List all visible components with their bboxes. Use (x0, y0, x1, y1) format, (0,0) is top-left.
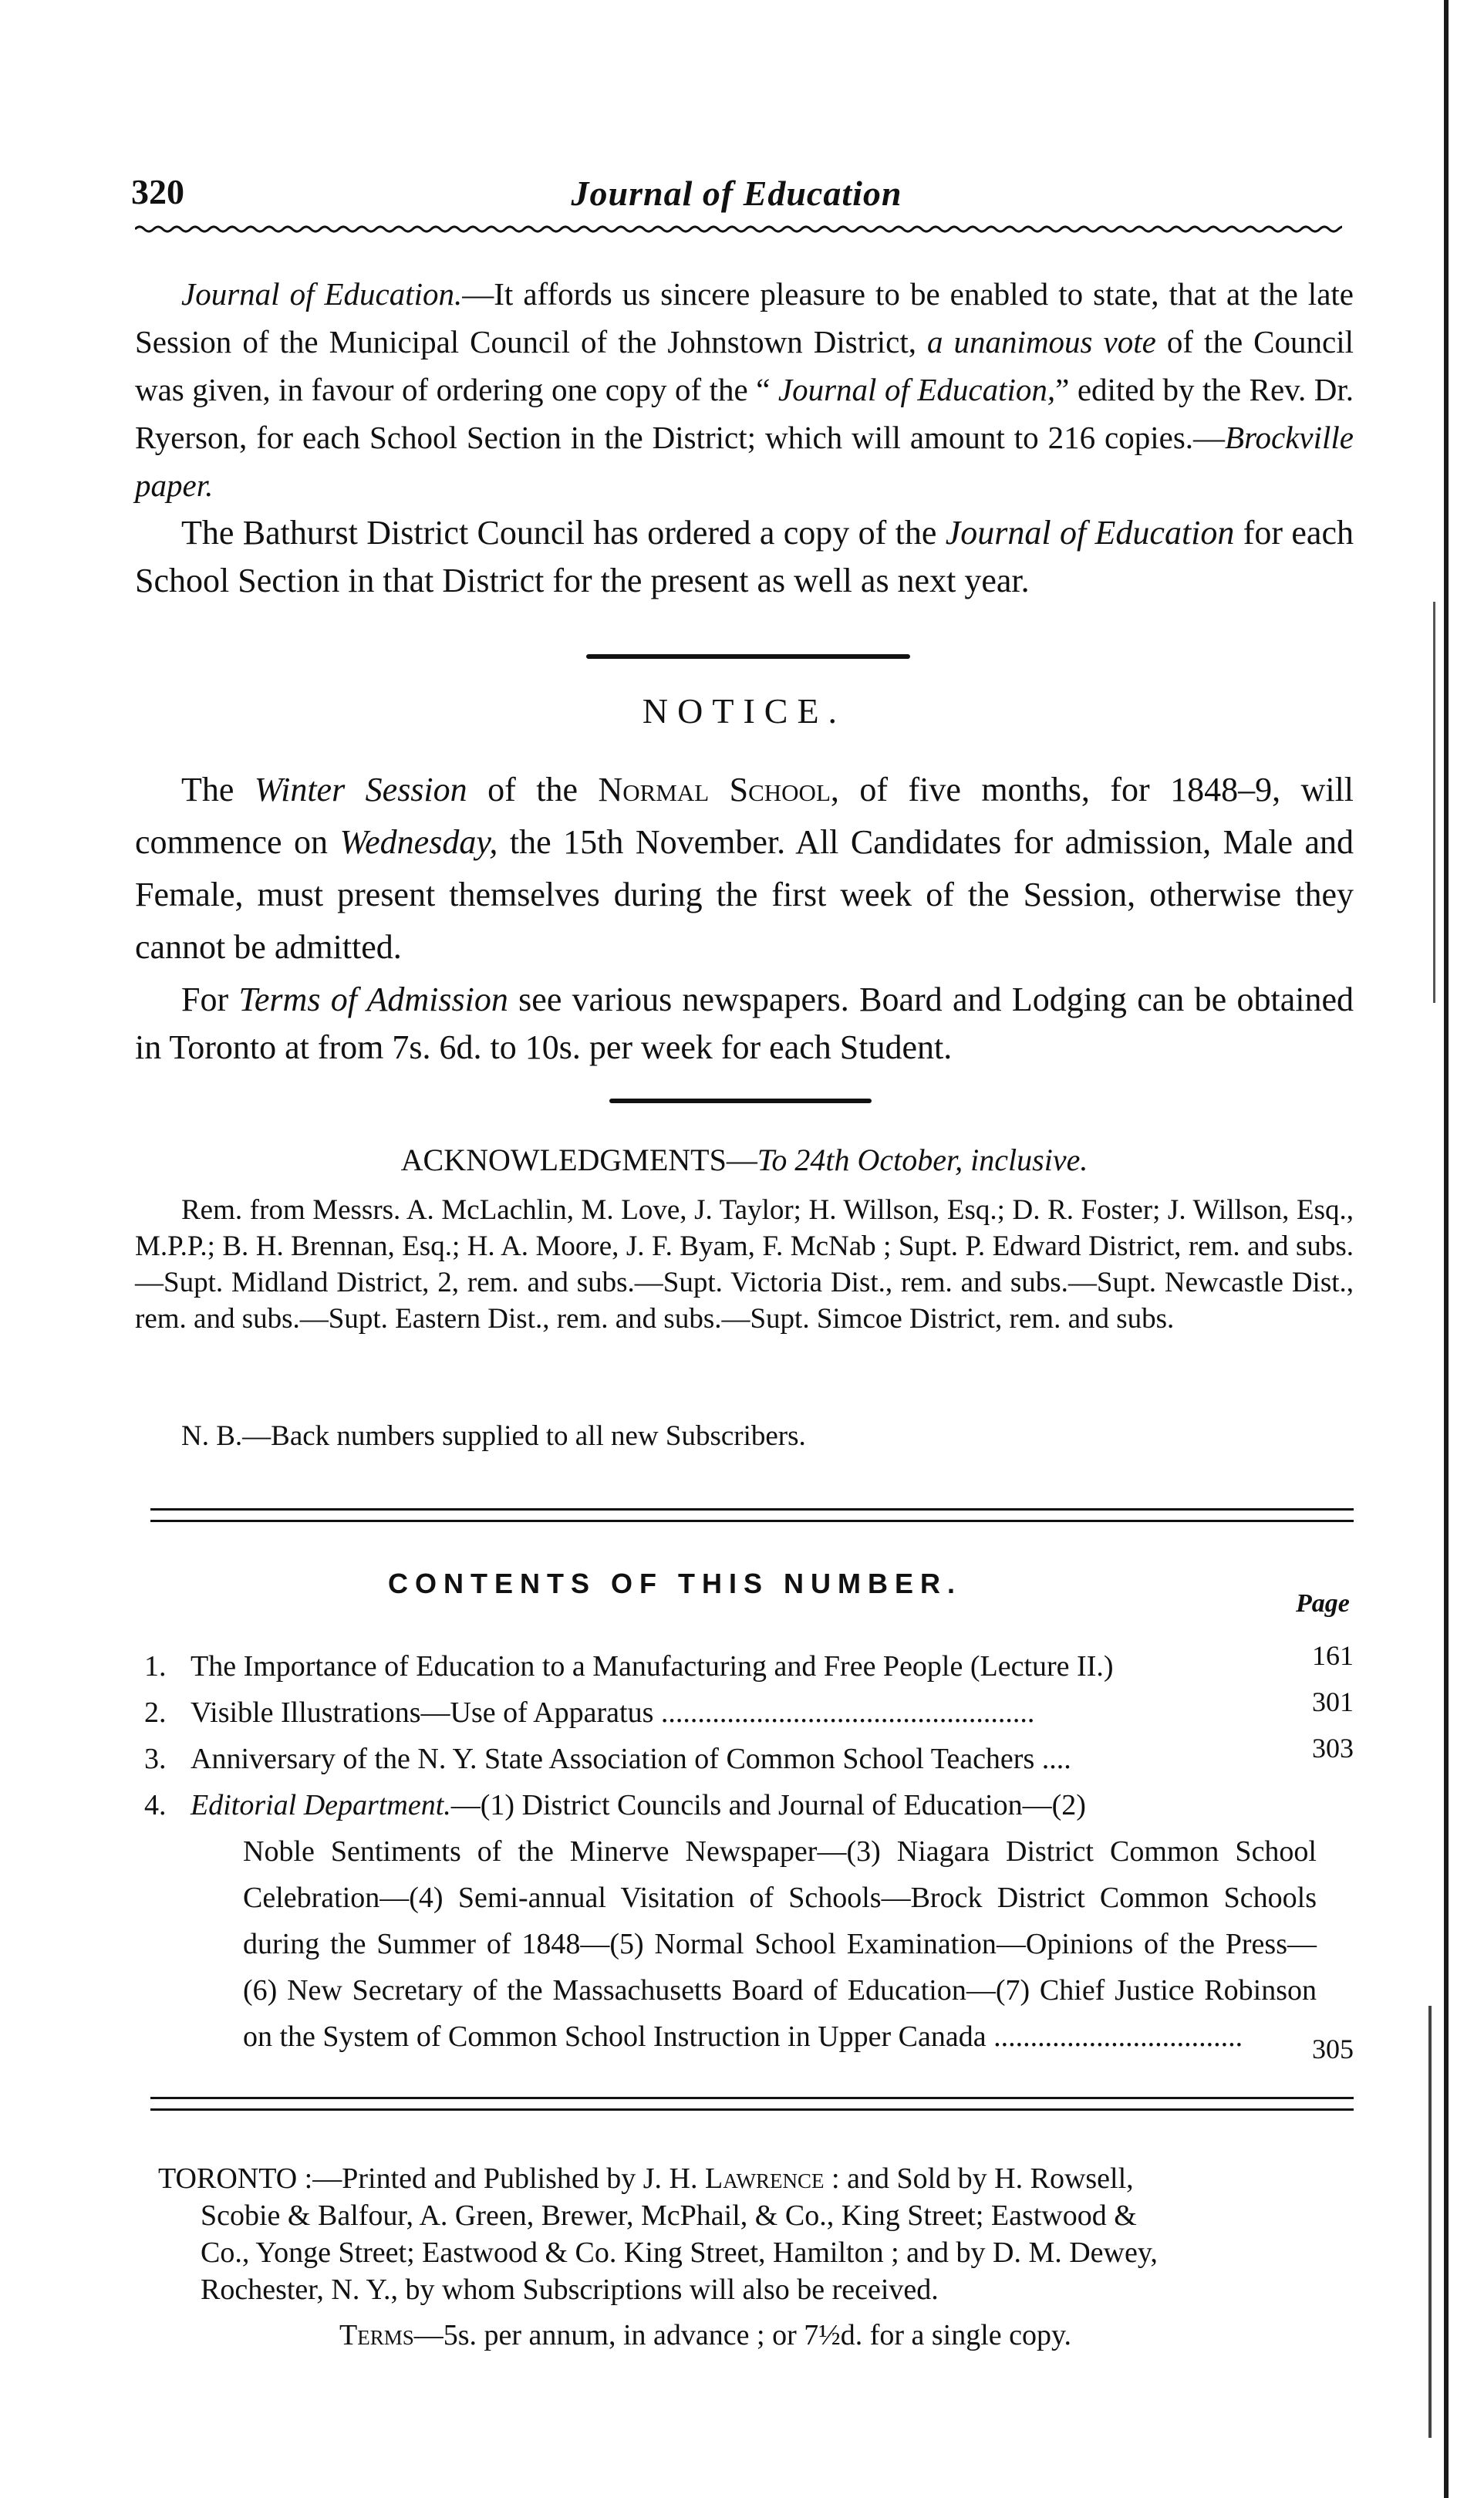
page-number: 320 (131, 172, 184, 211)
contents-page-label: Page (1296, 1589, 1350, 1618)
contents-heading: CONTENTS OF THIS NUMBER. (388, 1568, 962, 1599)
acknowledgments-heading: ACKNOWLEDGMENTS—To 24th October, inclusive. (400, 1143, 1088, 1177)
contents-bottom-rule (150, 2097, 1354, 2111)
toc-page-number: 303 (1312, 1733, 1354, 1764)
contents-top-rule (150, 1508, 1354, 1522)
notice-paragraph-1: The Winter Session of the Normal School, of five months, for 1848–9, will commence on Wednesday, the 15th November. All Candidates for admission, Male and Female, must present themselves during the first week of the Session, otherwise they cannot be admitted. (135, 771, 1354, 966)
page-edge-shadow (1444, 0, 1449, 2498)
page-edge-mark-lower (1428, 2006, 1432, 2438)
journal-notice-paragraph: Journal of Education.—It affords us sincere pleasure to be enabled to state, that at the late Session of the Municipal Council of the Johnstown District, a unanimous vote of the Council was given, in favour of ordering one copy of the “ Journal of Education,” edited by the Rev. Dr. Ryerson, for each School Section in the District; which will amount to 216 copies.—Brockville paper. (135, 276, 1354, 503)
notice-paragraph-2: For Terms of Admission see various newspapers. Board and Lodging can be obtained in Toronto at from 7s. 6d. to 10s. per week for each Student. (135, 981, 1354, 1066)
bathurst-paragraph: The Bathurst District Council has ordered a copy of the Journal of Education for each School Section in that District for the present as well as next year. (135, 514, 1354, 599)
page-edge-mark (1433, 602, 1435, 1003)
publisher-imprint: TORONTO :—Printed and Published by J. H. Lawrence : and Sold by H. Rowsell, Scobie & Balfour, A. Green, Brewer, McPhail, & Co., King Street; Eastwood & Co., Yonge Street; Eastwood & Co. King Street, Hamilton ; and by D. M. Dewey, Rochester, N. Y., by whom Subscriptions will also be received. (158, 2162, 1158, 2306)
page-header (131, 171, 1342, 225)
acknowledgments-body: Rem. from Messrs. A. McLachlin, M. Love, J. Taylor; H. Willson, Esq.; D. R. Foster; J. Willson, Esq., M.P.P.; B. H. Brennan, Esq.; H. A. Moore, J. F. Byam, F. McNab ; Supt. P. Edward District, rem. and subs.—Supt. Midland District, 2, rem. and subs.—Supt. Victoria Dist., rem. and subs.—Supt. Newcastle Dist., rem. and subs.—Supt. Eastern Dist., rem. and subs.—Supt. Simcoe District, rem. and subs. (135, 1194, 1354, 1335)
section-divider-1 (586, 654, 910, 659)
subscription-terms: Terms—5s. per annum, in advance ; or 7½d. for a single copy. (339, 2319, 1072, 2351)
toc-page-number: 305 (1312, 2034, 1354, 2064)
toc-page-number: 301 (1312, 1686, 1354, 1717)
toc-item-4-continuation: Noble Sentiments of the Minerve Newspaper—(3) Niagara District Common School Celebration—(4) Semi-annual Visitation of Schools—Brock District Common Schools during the Summer of 1848—(5) Normal School Examination—Opinions of the Press—(6) New Secretary of the Massachusetts Board of Education—(7) Chief Justice Robinson on the System of Common School Instruction in Upper Canada .................................. (243, 1835, 1317, 2053)
notice-heading: NOTICE. (642, 691, 847, 731)
section-divider-2 (609, 1099, 872, 1103)
running-title: Journal of Education (571, 174, 902, 213)
journal-notice-lead: Journal of Education. (181, 276, 463, 312)
nota-bene: N. B.—Back numbers supplied to all new Subscribers. (181, 1420, 806, 1452)
source-citation: Brockville paper. (135, 420, 1354, 503)
wavy-header-rule (135, 224, 1342, 235)
toc-page-number: 161 (1312, 1640, 1354, 1671)
